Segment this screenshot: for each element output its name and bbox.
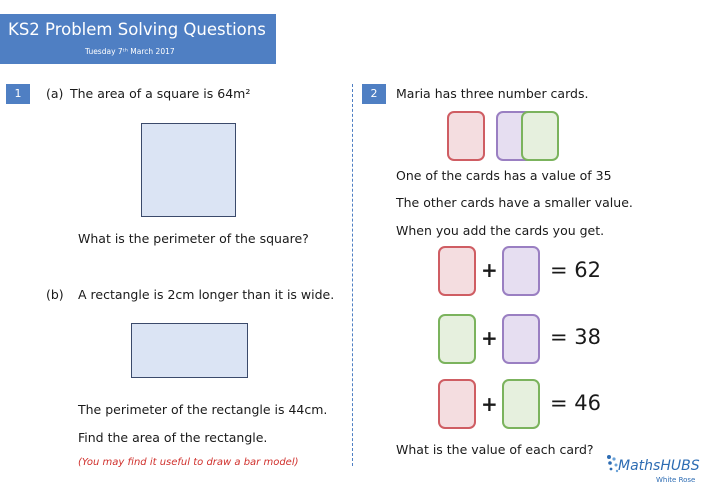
page-date: Tuesday 7ᵗʰ March 2017 [85, 47, 175, 56]
page-title: KS2 Problem Solving Questions [8, 20, 266, 39]
eq1-plus: + [481, 258, 498, 282]
q1b-label: (b) [46, 287, 64, 302]
eq1-purple-card [502, 246, 540, 296]
logo-subtitle: White Rose [656, 476, 696, 484]
q2-line2: The other cards have a smaller value. [396, 195, 633, 210]
eq2-green-card [438, 314, 476, 364]
eq3-red-card [438, 379, 476, 429]
q1a-label: (a) [46, 86, 64, 101]
red-card [447, 111, 485, 161]
q1b-text: A rectangle is 2cm longer than it is wide. [78, 287, 335, 302]
column-divider [352, 84, 353, 466]
q2-line3: When you add the cards you get. [396, 223, 605, 238]
eq1-red-card [438, 246, 476, 296]
green-card [521, 111, 559, 161]
q1a-text: The area of a square is 64m² [70, 86, 251, 101]
bar-model-hint: (You may find it useful to draw a bar model) [78, 457, 299, 468]
logo-wordmark: MathsHUBS [618, 458, 700, 474]
eq3-plus: + [481, 392, 498, 416]
eq2-purple-card [502, 314, 540, 364]
title-banner [0, 14, 276, 64]
q2-intro: Maria has three number cards. [396, 86, 589, 101]
q1b-perimeter: The perimeter of the rectangle is 44cm. [78, 402, 328, 417]
q1b-question: Find the area of the rectangle. [78, 430, 268, 445]
question-1-number: 1 [6, 84, 30, 104]
q1a-question: What is the perimeter of the square? [78, 231, 309, 246]
eq3-green-card [502, 379, 540, 429]
eq3-result: = 46 [550, 391, 601, 415]
square-shape [141, 123, 236, 217]
eq1-result: = 62 [550, 258, 601, 282]
q2-line1: One of the cards has a value of 35 [396, 168, 612, 183]
eq2-plus: + [481, 326, 498, 350]
question-2-number: 2 [362, 84, 386, 104]
q2-question: What is the value of each card? [396, 442, 594, 457]
rectangle-shape [131, 323, 248, 378]
maths-hubs-logo [606, 452, 702, 486]
eq2-result: = 38 [550, 325, 601, 349]
